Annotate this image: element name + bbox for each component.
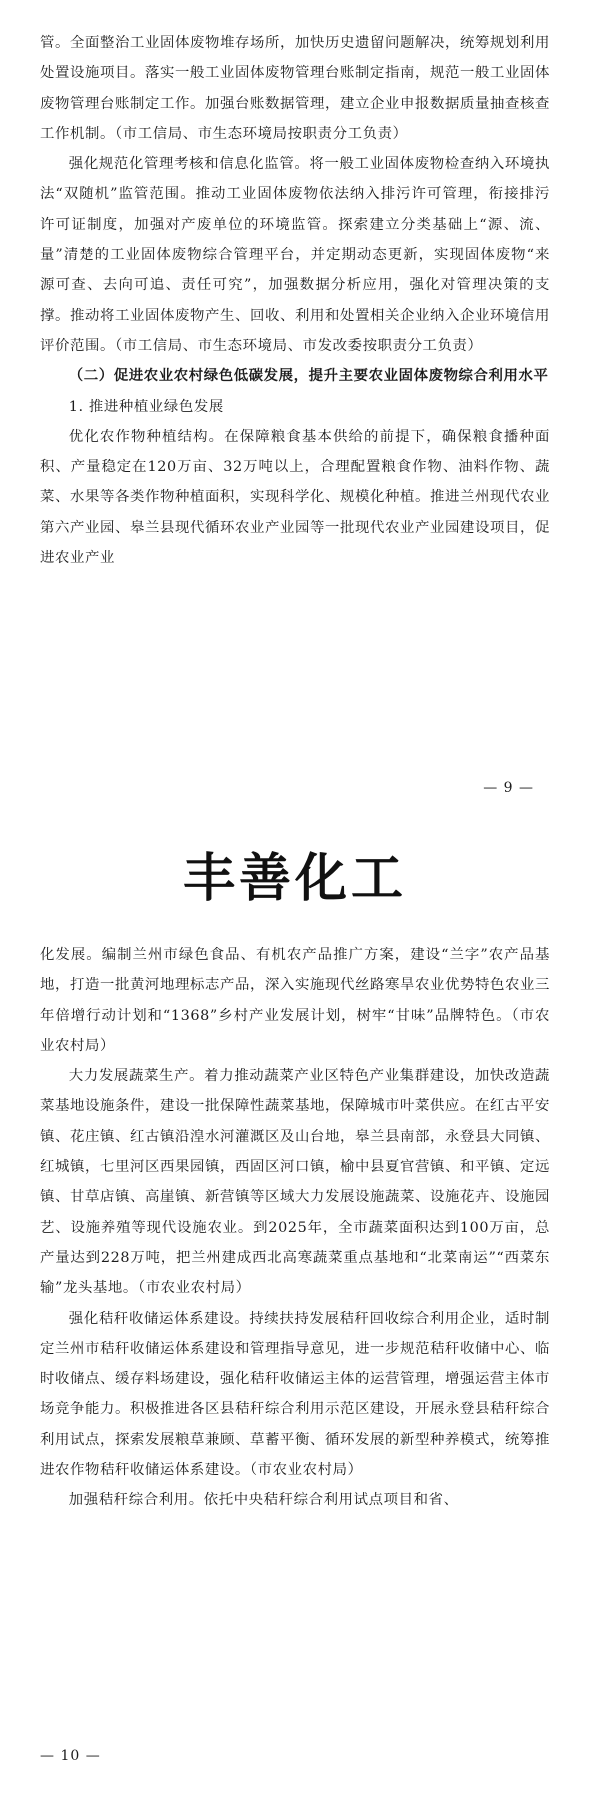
paragraph-straw-utilization: 加强秸秆综合利用。依托中央秸秆综合利用试点项目和省、 — [68, 1492, 459, 1509]
paragraph-vegetable-production: 大力发展蔬菜生产。着力推动蔬菜产业区特色产业集群建设，加快改造蔬菜基地设施条件，建设一批保障性蔬菜基地，保障城市叶菜供应。在红古平安镇、花庄镇、红古镇沿湟水河灌溉区及山台地，皋兰县南部，永登县大同镇、红城镇，七里河区西果园镇，西固区河口镇，榆中县夏官营镇、和平镇、定远镇、甘草店镇、高崖镇、新营镇等区域大力发展设施蔬菜、设施花卉、设施园艺、设施养殖等现代设施农业。到2025年，全市蔬菜面积达到100万亩，总产量达到228万吨，把兰州建成西北高寒蔬菜重点基地和“北菜南运”“西菜东输”龙头基地。（市农业农村局） — [40, 1068, 550, 1297]
page-number: — 10 — — [40, 1748, 101, 1764]
paragraph-green-development: 化发展。编制兰州市绿色食品、有机农产品推广方案，建设“兰字”农产品基地，打造一批黄河地理标志产品，深入实施现代丝路寒旱农业优势特色农业三年倍增行动计划和“1368”乡村产业发展计划，树牢“甘味”品牌特色。（市农业农村局） — [40, 947, 550, 1054]
page-number: — 9 — — [483, 780, 534, 796]
paragraph-straw-collection: 强化秸秆收储运体系建设。持续扶持发展秸秆回收综合利用企业，适时制定兰州市秸秆收储运体系建设和管理指导意见，进一步规范秸秆收储中心、临时收储点、缓存料场建设，强化秸秆收储运主体的运营管理，增强运营主体市场竞争能力。积极推进各区县秸秆综合利用示范区建设，开展永登县秸秆综合利用试点，探索发展粮草兼顾、草蓄平衡、循环发展的新型种养模式，统筹推进农作物秸秆收储运体系建设。（市农业农村局） — [40, 1310, 550, 1479]
section-heading-agriculture: （二）促进农业农村绿色低碳发展，提升主要农业固体废物综合利用水平 — [68, 367, 549, 385]
page-9-body — [40, 28, 550, 573]
document-page-10 — [0, 828, 590, 1806]
paragraph-regulation-supervision: 强化规范化管理考核和信息化监管。将一般工业固体废物检查纳入环境执法“双随机”监管范围。推动工业固体废物依法纳入排污许可管理，衔接排污许可证制度，加强对产废单位的环境监管。探索建立分类基础上“源、流、量”清楚的工业固体废物综合管理平台，并定期动态更新，实现固体废物“来源可查、去向可追、责任可究”，加强数据分析应用，强化对管理决策的支撑。推动将工业固体废物产生、回收、利用和处置相关企业纳入企业环境信用评价范围。（市工信局、市生态环境局、市发改委按职责分工负责） — [40, 156, 550, 354]
page-10-body — [40, 940, 550, 1516]
paragraph-solid-waste-storage: 管。全面整治工业固体废物堆存场所，加快历史遗留问题解决，统筹规划利用处置设施项目。落实一般工业固体废物管理台账制定指南，规范一般工业固体废物管理台账制定工作。加强台账数据管理，建立企业申报数据质量抽查核查工作机制。（市工信局、市生态环境局按职责分工负责） — [40, 35, 550, 142]
document-page-9 — [0, 0, 590, 828]
subsection-heading-planting: 1. 推进种植业绿色发展 — [68, 398, 224, 415]
paragraph-crop-structure: 优化农作物种植结构。在保障粮食基本供给的前提下，确保粮食播种面积、产量稳定在120万亩、32万吨以上，合理配置粮食作物、油料作物、蔬菜、水果等各类作物种植面积，实现科学化、规模化种植。推进兰州现代农业第六产业园、皋兰县现代循环农业产业园等一批现代农业产业园建设项目，促进农业产业 — [40, 428, 550, 567]
watermark-logo: 丰善化工 — [182, 849, 407, 909]
